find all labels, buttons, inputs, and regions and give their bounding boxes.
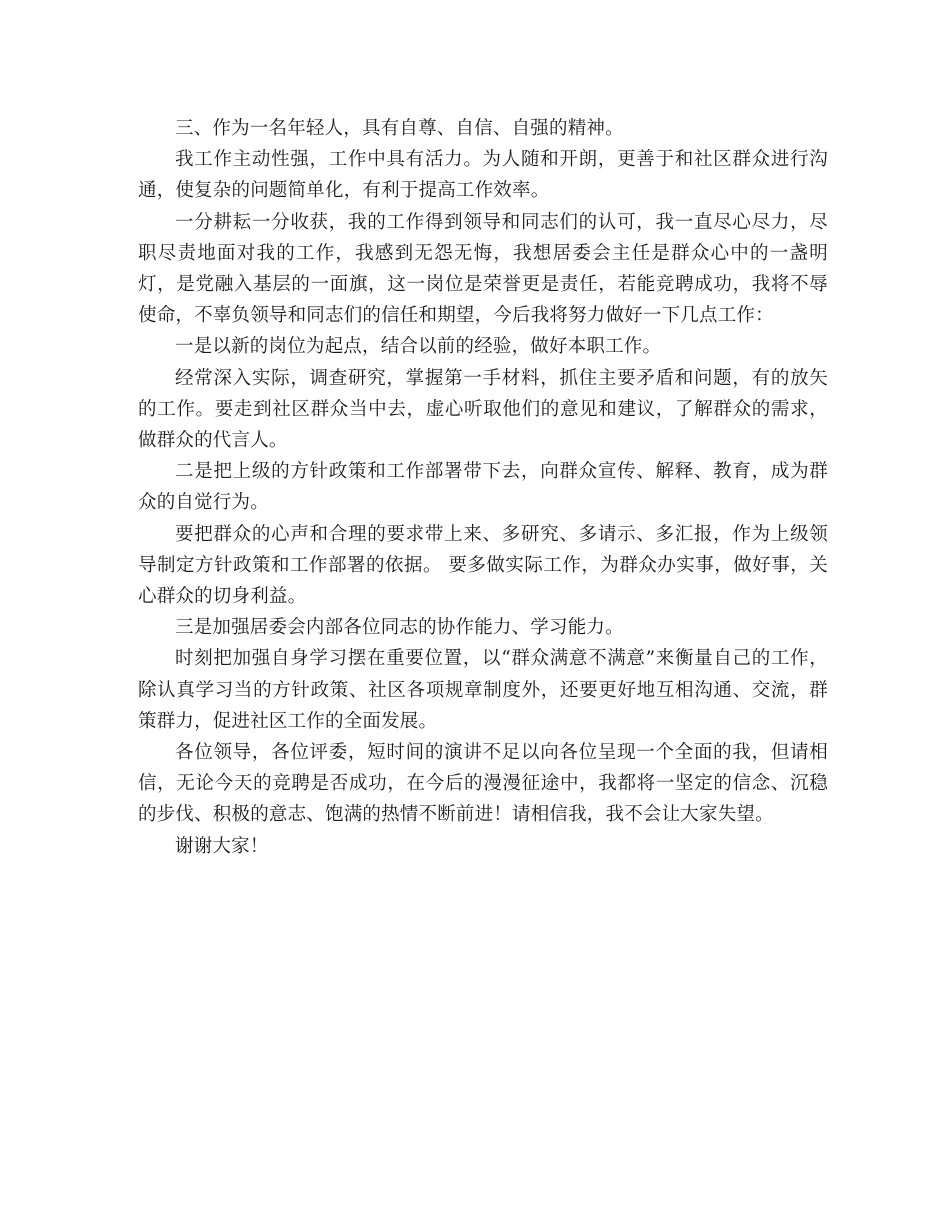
document-body bbox=[138, 113, 828, 862]
paragraph-8: 三是加强居委会内部各位同志的协作能力、学习能力。 bbox=[175, 617, 624, 639]
paragraph-5: 经常深入实际，调查研究，掌握第一手材料，抓住主要矛盾和问题，有的放矢的工作。要走到社区群众当中去，虚心听取他们的意见和建议，了解群众的需求，做群众的代言人。 bbox=[138, 367, 828, 452]
paragraph-1: 三、作为一名年轻人，具有自尊、自信、自强的精神。 bbox=[175, 118, 624, 139]
paragraph-2: 我工作主动性强，工作中具有活力。为人随和开朗，更善于和社区群众进行沟通，使复杂的问题简单化，有利于提高工作效率。 bbox=[138, 149, 828, 202]
paragraph-11: 谢谢大家！ bbox=[175, 835, 269, 857]
paragraph-10: 各位领导，各位评委，短时间的演讲不足以向各位呈现一个全面的我，但请相信，无论今天的竞聘是否成功，在今后的漫漫征途中，我都将一坚定的信念、沉稳的步伐、积极的意志、饱满的热情不断前进！请相信我，我不会让大家失望。 bbox=[138, 742, 828, 826]
paragraph-9: 时刻把加强自身学习摆在重要位置，以“群众满意不满意”来衡量自己的工作，除认真学习当的方针政策、社区各项规章制度外，还要更好地互相沟通、交流，群策群力，促进社区工作的全面发展。 bbox=[138, 648, 828, 732]
paragraph-4: 一是以新的岗位为起点，结合以前的经验，做好本职工作。 bbox=[175, 336, 662, 358]
paragraph-3: 一分耕耘一分收获，我的工作得到领导和同志们的认可，我一直尽心尽力，尽职尽责地面对我的工作，我感到无怨无悔，我想居委会主任是群众心中的一盏明灯，是党融入基层的一面旗，这一岗位是荣誉更是责任，若能竞聘成功，我将不辱使命，不辜负领导和同志们的信任和期望，今后我将努力做好一下几点工作： bbox=[138, 211, 828, 327]
paragraph-7: 要把群众的心声和合理的要求带上来、多研究、多请示、多汇报，作为上级领导制定方针政策和工作部署的依据。 要多做实际工作，为群众办实事，做好事，关心群众的切身利益。 bbox=[138, 523, 828, 608]
paragraph-6: 二是把上级的方针政策和工作部署带下去，向群众宣传、解释、教育，成为群众的自觉行为。 bbox=[138, 461, 828, 514]
